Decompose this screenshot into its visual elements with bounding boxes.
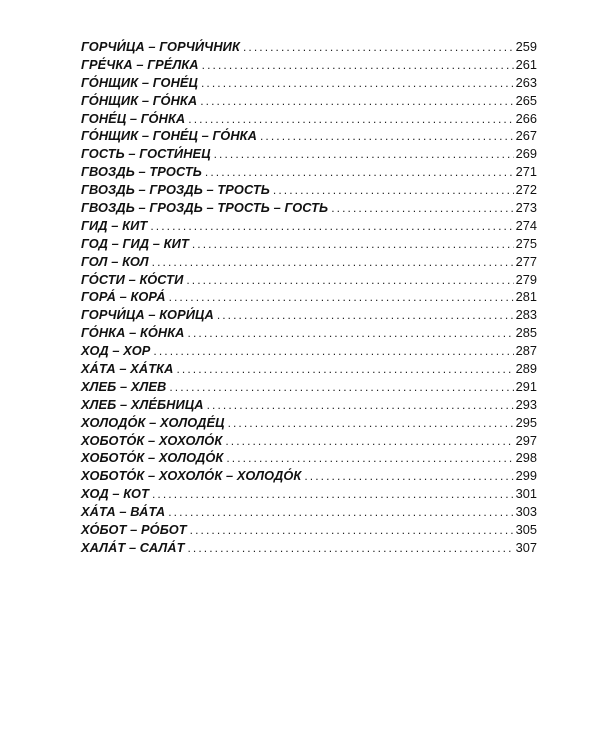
toc-entry-title: ГРЕ́ЧКА – ГРЕ́ЛКА	[81, 56, 199, 72]
toc-dot-leader	[225, 433, 513, 451]
toc-dot-leader	[176, 361, 513, 379]
toc-entry-title: ХА́ТА – ВА́ТА	[81, 504, 166, 520]
toc-entry-page: 289	[515, 361, 537, 377]
toc-entry-page: 305	[515, 522, 537, 538]
toc-entry	[81, 217, 537, 235]
toc-entry	[81, 163, 537, 181]
toc-entry	[81, 306, 537, 324]
toc-entry-title: ГОД – ГИД – КИТ	[81, 235, 189, 251]
toc-dot-leader	[260, 128, 514, 146]
toc-entry-page: 295	[515, 414, 537, 430]
toc-entry-page: 297	[515, 432, 537, 448]
toc-entry	[81, 342, 537, 360]
toc-entry-page: 266	[515, 110, 537, 126]
toc-dot-leader	[202, 57, 514, 75]
toc-dot-leader	[207, 397, 514, 415]
toc-entry-title: ГВОЗДЬ – ГРОЗДЬ – ТРОСТЬ – ГОСТЬ	[81, 200, 329, 216]
toc-dot-leader	[217, 307, 514, 325]
toc-entry	[81, 288, 537, 306]
toc-dot-leader	[304, 468, 513, 486]
toc-dot-leader	[169, 379, 513, 397]
toc-entry-page: 298	[515, 450, 537, 466]
toc-dot-leader	[200, 93, 513, 111]
toc-entry-page: 291	[515, 378, 537, 394]
toc-entry	[81, 145, 537, 163]
toc-entry-page: 293	[515, 396, 537, 412]
toc-entry	[81, 485, 537, 503]
toc-entry-title: ХЛЕБ – ХЛЕ́БНИЦА	[81, 396, 204, 412]
toc-entry	[81, 127, 537, 145]
toc-entry-title: ГОРЧИ́ЦА – ГОРЧИ́ЧНИК	[81, 39, 240, 54]
toc-entry-page: 259	[515, 39, 537, 54]
toc-entry-title: ХОБОТО́К – ХОХОЛО́К – ХОЛОДО́К	[81, 468, 302, 484]
toc-entry-title: ГОСТЬ – ГОСТИ́НЕЦ	[81, 146, 211, 162]
toc-entry-title: ГОРА́ – КОРА́	[81, 289, 166, 305]
toc-dot-leader	[243, 39, 514, 57]
toc-entry-page: 271	[515, 164, 537, 180]
toc-entry-page: 301	[515, 486, 537, 502]
toc-dot-leader	[169, 289, 514, 307]
toc-entry-page: 267	[515, 128, 537, 144]
toc-entry-page: 265	[515, 92, 537, 108]
toc-entry	[81, 449, 537, 467]
toc-entry-title: ХОБОТО́К – ХОЛОДО́К	[81, 450, 224, 466]
toc-entry-title: ХОЛОДО́К – ХОЛОДЕ́Ц	[81, 414, 225, 430]
toc-entry	[81, 324, 537, 342]
toc-entry-title: ГОНЕ́Ц – ГО́НКА	[81, 110, 186, 126]
toc-dot-leader	[152, 254, 514, 272]
toc-entry-title: ГИД – КИТ	[81, 217, 148, 233]
toc-entry-page: 269	[515, 146, 537, 162]
toc-dot-leader	[190, 522, 514, 540]
toc-entry	[81, 521, 537, 539]
toc-dot-leader	[205, 164, 514, 182]
toc-entry-title: ГО́НЩИК – ГОНЕ́Ц – ГО́НКА	[81, 128, 257, 144]
toc-dot-leader	[228, 415, 514, 433]
toc-entry-page: 303	[515, 504, 537, 520]
toc-entry-page: 285	[515, 325, 537, 341]
toc-entry-title: ГОЛ – КОЛ	[81, 253, 149, 269]
toc-entry	[81, 181, 537, 199]
toc-entry-title: ХОД – КОТ	[81, 486, 149, 502]
toc-entry-title: ГО́НКА – КО́НКА	[81, 325, 185, 341]
toc-entry	[81, 271, 537, 289]
toc-dot-leader	[273, 182, 514, 200]
toc-entry	[81, 378, 537, 396]
toc-entry	[81, 92, 537, 110]
toc-entry-title: ГОРЧИ́ЦА – КОРИ́ЦА	[81, 307, 214, 323]
toc-dot-leader	[226, 450, 513, 468]
toc-dot-leader	[188, 325, 514, 343]
toc-entry-page: 279	[515, 271, 537, 287]
toc-entry-title: ХО́БОТ – РО́БОТ	[81, 522, 187, 538]
toc-dot-leader	[188, 111, 513, 129]
toc-dot-leader	[201, 75, 514, 93]
toc-dot-leader	[152, 486, 514, 504]
toc-entry	[81, 235, 537, 253]
toc-entry-page: 274	[515, 217, 537, 233]
toc-entry	[81, 539, 537, 557]
toc-entry-title: ХЛЕБ – ХЛЕВ	[81, 378, 167, 394]
toc-entry-title: ХОД – ХОР	[81, 343, 151, 359]
toc-dot-leader	[214, 146, 514, 164]
toc-entry-page: 277	[515, 253, 537, 269]
toc-entry	[81, 432, 537, 450]
toc-entry-title: ГВОЗДЬ – ТРОСТЬ	[81, 164, 202, 180]
toc-dot-leader	[153, 343, 513, 361]
toc-dot-leader	[186, 272, 513, 290]
toc-entry-page: 275	[515, 235, 537, 251]
toc-entry-page: 287	[515, 343, 537, 359]
toc-entry	[81, 38, 537, 56]
toc-entry	[81, 360, 537, 378]
toc-entry	[81, 199, 537, 217]
toc-entry-title: ГО́НЩИК – ГО́НКА	[81, 92, 198, 108]
toc-entry-title: ХА́ТА – ХА́ТКА	[81, 361, 174, 377]
toc-entry-title: ХАЛА́Т – САЛА́Т	[81, 539, 185, 555]
toc-entry-title: ГВОЗДЬ – ГРОЗДЬ – ТРОСТЬ	[81, 182, 270, 198]
toc-entry	[81, 56, 537, 74]
toc-entry-page: 261	[515, 56, 537, 72]
toc-entry-title: ГО́НЩИК – ГОНЕ́Ц	[81, 74, 198, 90]
toc-entry	[81, 414, 537, 432]
toc-entry	[81, 467, 537, 485]
toc-entry	[81, 74, 537, 92]
toc-dot-leader	[192, 236, 514, 254]
toc-entry-page: 272	[515, 182, 537, 198]
toc-entry-page: 299	[515, 468, 537, 484]
toc-dot-leader	[331, 200, 513, 218]
toc-entry	[81, 396, 537, 414]
toc-entry	[81, 110, 537, 128]
toc-dot-leader	[150, 218, 513, 236]
toc-entry-title: ГО́СТИ – КО́СТИ	[81, 271, 184, 287]
toc-entry-title: ХОБОТО́К – ХОХОЛО́К	[81, 432, 223, 448]
toc-entry-page: 307	[515, 539, 537, 555]
toc-dot-leader	[168, 504, 513, 522]
table-of-contents	[81, 38, 537, 557]
toc-entry-page: 281	[515, 289, 537, 305]
toc-entry	[81, 503, 537, 521]
toc-entry-page: 283	[515, 307, 537, 323]
toc-entry-page: 263	[515, 74, 537, 90]
toc-dot-leader	[187, 540, 513, 558]
toc-entry	[81, 253, 537, 271]
toc-entry-page: 273	[515, 200, 537, 216]
